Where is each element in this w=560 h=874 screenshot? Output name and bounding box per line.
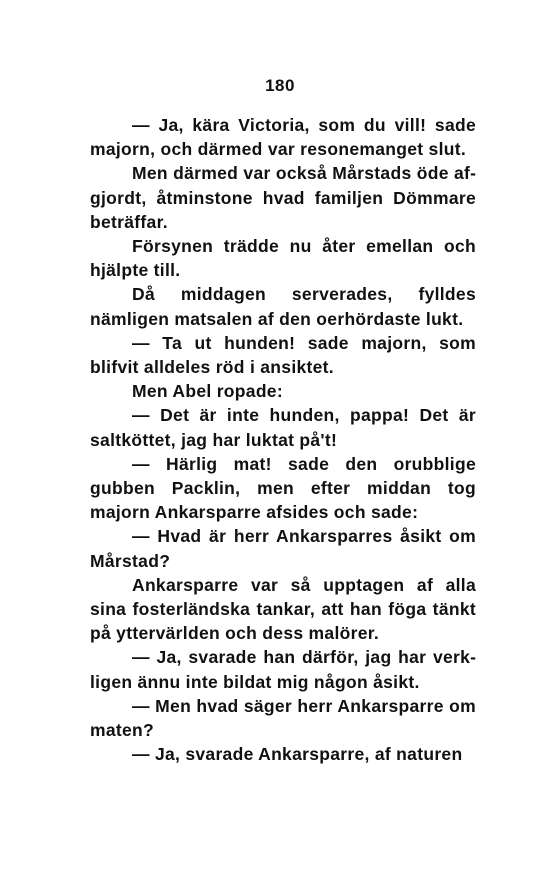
paragraph: — Men hvad säger herr Ankarsparre om maten? bbox=[90, 695, 476, 741]
paragraph: Då middagen serverades, fylldes nämligen matsalen af den oerhördaste lukt. bbox=[90, 284, 476, 329]
paragraph: — Härlig mat! sade den orubblige gubben Packlin, men efter middan tog majorn Ankarsparre afsides och sade: bbox=[90, 453, 476, 523]
paragraph: — Ja, svarade han därför, jag har verkligen ännu inte bildat mig någon åsikt. bbox=[90, 647, 476, 692]
paragraph: Försynen trädde nu åter emellan och hjälpte till. bbox=[90, 236, 476, 281]
paragraph: Ankarsparre var så upptagen af alla sina fosterländska tankar, att han föga tänkt på yttervärlden och dess malörer. bbox=[90, 574, 476, 644]
body-text bbox=[90, 113, 476, 766]
paragraph: — Ja, svarade Ankarsparre, af naturen bbox=[132, 744, 463, 765]
paragraph: — Hvad är herr Ankarsparres åsikt om Mårstad? bbox=[90, 526, 476, 571]
paragraph: Men därmed var också Mårstads öde afgjordt, åtminstone hvad familjen Dömmare beträffar. bbox=[90, 163, 476, 232]
paragraph: — Ta ut hunden! sade majorn, som blifvit alldeles röd i ansiktet. bbox=[90, 332, 476, 378]
paragraph: Men Abel ropade: bbox=[132, 381, 283, 402]
paragraph: — Det är inte hunden, pappa! Det är saltköttet, jag har luktat på't! bbox=[90, 405, 476, 450]
page-number: 180 bbox=[265, 76, 295, 95]
paragraph: — Ja, kära Victoria, som du vill! sade majorn, och därmed var resonemanget slut. bbox=[90, 115, 476, 160]
